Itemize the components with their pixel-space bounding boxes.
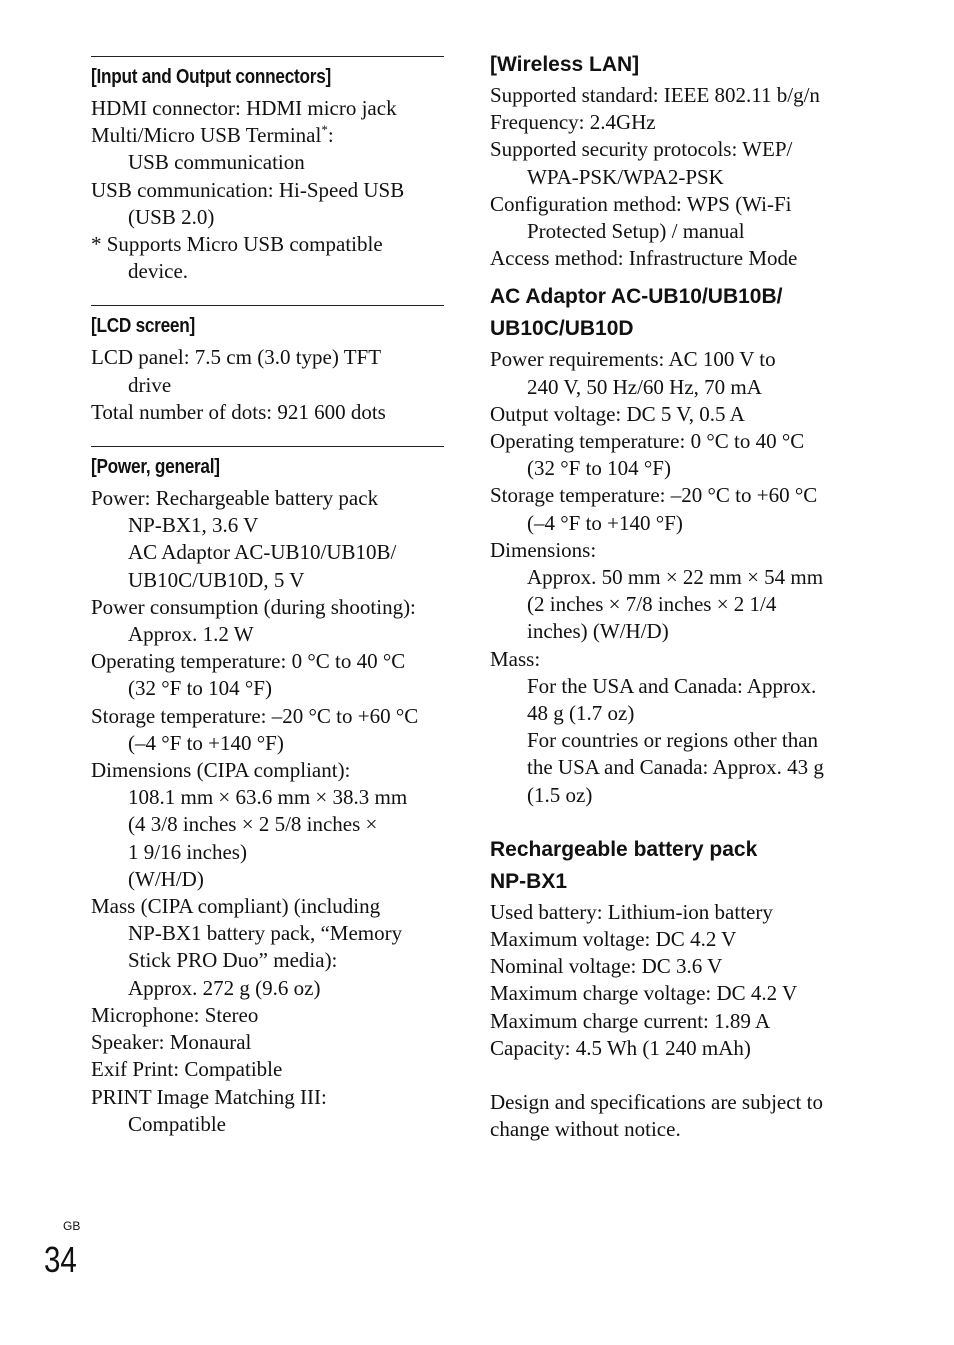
page-language-code: GB (63, 1219, 81, 1233)
spec-line: WPA-PSK/WPA2-PSK (527, 164, 724, 189)
spec-line: Storage temperature: –20 °C to +60 °C (91, 703, 419, 728)
spec-line: PRINT Image Matching III: (91, 1084, 327, 1109)
spec-line: AC Adaptor AC-UB10/UB10B/ (128, 540, 397, 565)
spec-line: drive (128, 372, 172, 397)
section-heading-adaptor: AC Adaptor AC-UB10/UB10B/ (490, 285, 783, 309)
spec-line: Stick PRO Duo” media): (128, 948, 338, 973)
spec-line: Microphone: Stereo (91, 1002, 259, 1027)
left-column (91, 56, 444, 1138)
spec-line: Power: Rechargeable battery pack (91, 486, 379, 511)
spec-line: (USB 2.0) (128, 204, 215, 229)
spec-line-terminal: Multi/Micro USB Terminal*: (91, 122, 334, 148)
spec-line: Supported standard: IEEE 802.11 b/g/n (490, 83, 820, 107)
spec-line: Maximum charge voltage: DC 4.2 V (490, 981, 798, 1006)
spec-line: Total number of dots: 921 600 dots (91, 399, 386, 424)
section-heading-lcd: [LCD screen] (91, 315, 195, 338)
spec-line: Configuration method: WPS (Wi-Fi (490, 191, 792, 216)
spec-line: 48 g (1.7 oz) (527, 701, 635, 726)
spec-line: HDMI connector: HDMI micro jack (91, 96, 397, 120)
spec-line: LCD panel: 7.5 cm (3.0 type) TFT (91, 345, 382, 370)
spec-line: (1.5 oz) (527, 782, 593, 807)
spec-line: Speaker: Monaural (91, 1030, 252, 1055)
spec-line: For countries or regions other than (527, 728, 819, 753)
spec-line: (32 °F to 104 °F) (128, 676, 272, 701)
spec-line: USB communication (128, 150, 305, 175)
spec-line: (4 3/8 inches × 2 5/8 inches × (128, 812, 378, 837)
spec-line: Maximum voltage: DC 4.2 V (490, 927, 737, 952)
spec-line: Dimensions: (490, 537, 597, 562)
section-heading-battery: Rechargeable battery pack (490, 837, 758, 861)
right-column (490, 50, 850, 1144)
spec-line: 108.1 mm × 63.6 mm × 38.3 mm (128, 785, 408, 810)
spec-line: Frequency: 2.4GHz (490, 110, 656, 135)
notice-line: Design and specifications are subject to (490, 1090, 823, 1115)
spec-line: Approx. 50 mm × 22 mm × 54 mm (527, 565, 824, 590)
spec-line: 240 V, 50 Hz/60 Hz, 70 mA (527, 374, 762, 399)
spec-line: Capacity: 4.5 Wh (1 240 mAh) (490, 1035, 751, 1060)
spec-line: Nominal voltage: DC 3.6 V (490, 954, 723, 979)
spec-line: Used battery: Lithium-ion battery (490, 899, 773, 924)
section-heading-io: [Input and Output connectors] (91, 66, 331, 88)
spec-line: Approx. 1.2 W (128, 622, 254, 647)
spec-line: (–4 °F to +140 °F) (527, 510, 683, 535)
spec-line: Access method: Infrastructure Mode (490, 246, 798, 271)
section-rule (91, 305, 444, 306)
footnote-marker: * (321, 122, 328, 138)
spec-line: Storage temperature: –20 °C to +60 °C (490, 483, 818, 508)
spec-line: Exif Print: Compatible (91, 1057, 283, 1082)
spec-line: Supported security protocols: WEP/ (490, 137, 793, 162)
section-heading-wlan: [Wireless LAN] (490, 53, 640, 76)
spec-line: Power requirements: AC 100 V to (490, 347, 776, 372)
spec-line: (W/H/D) (128, 866, 204, 891)
spec-line: Mass: (490, 646, 541, 671)
section-heading-battery-2: NP-BX1 (490, 869, 568, 893)
spec-line: the USA and Canada: Approx. 43 g (527, 755, 824, 780)
spec-line: inches) (W/H/D) (527, 619, 669, 644)
footnote-line: device. (128, 259, 189, 284)
spec-line: Output voltage: DC 5 V, 0.5 A (490, 401, 745, 426)
section-rule (91, 56, 444, 57)
spec-line: Operating temperature: 0 °C to 40 °C (490, 429, 805, 454)
footnote-line: * Supports Micro USB compatible (91, 232, 383, 257)
notice-line: change without notice. (490, 1117, 681, 1142)
spec-line: (–4 °F to +140 °F) (128, 730, 284, 755)
page-number: 34 (44, 1239, 77, 1280)
section-heading-adaptor-2: UB10C/UB10D (490, 317, 634, 341)
spec-line: (32 °F to 104 °F) (527, 456, 671, 481)
spec-line: Maximum charge current: 1.89 A (490, 1008, 771, 1033)
spec-line: For the USA and Canada: Approx. (527, 673, 817, 698)
spec-line: USB communication: Hi-Speed USB (91, 177, 405, 202)
spec-line: Compatible (128, 1111, 226, 1136)
spec-line: (2 inches × 7/8 inches × 2 1/4 (527, 592, 777, 617)
section-rule (91, 446, 444, 447)
section-heading-power: [Power, general] (91, 456, 220, 479)
spec-line: Power consumption (during shooting): (91, 594, 416, 619)
spec-line: Mass (CIPA compliant) (including (91, 894, 381, 919)
spec-line: NP-BX1 battery pack, “Memory (128, 921, 403, 946)
spec-line: 1 9/16 inches) (128, 839, 247, 864)
spec-line: NP-BX1, 3.6 V (128, 513, 259, 538)
spec-line: Operating temperature: 0 °C to 40 °C (91, 649, 406, 674)
spec-line: Approx. 272 g (9.6 oz) (128, 975, 321, 1000)
spec-line: UB10C/UB10D, 5 V (128, 567, 305, 592)
spec-line: Dimensions (CIPA compliant): (91, 758, 351, 783)
spec-line: Protected Setup) / manual (527, 219, 745, 244)
